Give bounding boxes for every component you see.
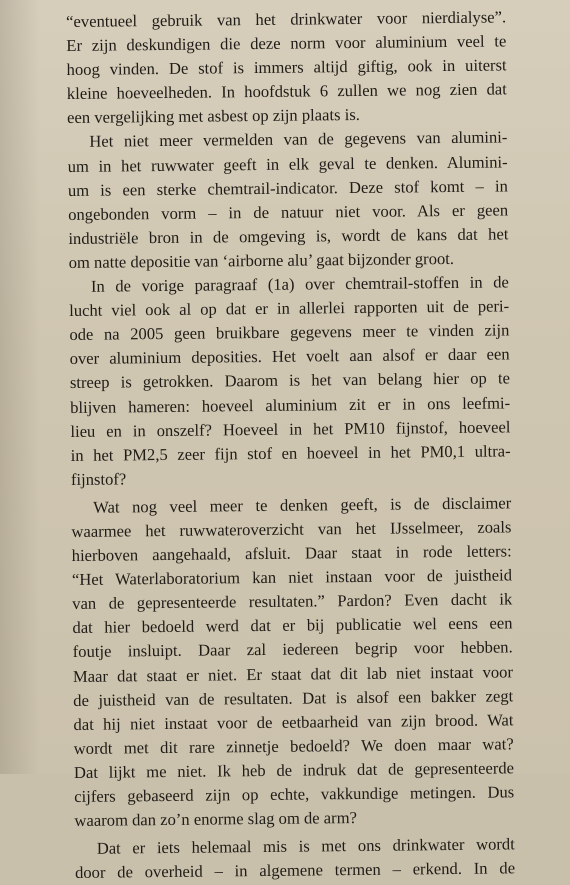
text-line: blijven hameren: hoeveel aluminium zit er in ons leefmi- [70, 392, 511, 417]
text-line: hierboven aangehaald, afsluit. Daar staat in rode letters: [71, 541, 512, 566]
text-line: Dat lijkt me niet. Ik heb de indruk dat de gepresenteerde [73, 758, 515, 782]
text-line: de juistheid van de resultaten. Dat is alsof een bakker zegt [73, 685, 514, 710]
text-line: Dat er iets helemaal mis is met ons drinkwater wordt [96, 834, 515, 858]
text-line: In de vorige paragraaf (1a) over chemtrail-stoffen in de [90, 272, 509, 296]
text-line: over aluminium deposities. Het voelt aan alsof er daar een [69, 344, 510, 369]
paragraph [71, 491, 515, 833]
text-line: streep is getrokken. Daarom is het van belang hier op te [69, 368, 510, 393]
paragraph [75, 833, 515, 885]
text-line: Er zijn deskundigen die deze norm voor aluminium veel te [66, 31, 507, 56]
page-gutter-shadow [0, 0, 40, 774]
text-line: dat hij niet instaat voor de eetbaarheid van zijn brood. Wat [73, 710, 514, 734]
paragraph [67, 126, 508, 275]
text-line: um is een sterke chemtrail-indicator. Deze stof komt – in [67, 176, 508, 200]
text-line: industriële bron in de omgeving is, wordt de kans dat het [68, 224, 509, 248]
text-line: foutje insluipt. Daar zal iedereen begrip voor hebben. [72, 637, 513, 662]
text-line: lieu en in onszelf? Hoeveel in het PM10 fijnstof, hoeveel [70, 416, 511, 441]
text-line: “eventueel gebruik van het drinkwater voor nierdialyse”. [66, 7, 507, 31]
text-line: van de gepresenteerde resultaten.” Pardon? Even dacht ik [72, 589, 513, 614]
text-line: in het PM2,5 zeer fijn stof en hoeveel in het PM0,1 ultra- [70, 441, 511, 465]
text-line: Het niet meer vermelden van de gegevens van alumini- [89, 127, 508, 152]
text-line: cijfers gebaseerd zijn op echte, vakkundige metingen. Dus [74, 782, 515, 806]
text-line: um in het ruwwater geeft in elk geval te denken. Alumini- [67, 151, 508, 176]
text-line: kleine hoeveelheden. In hoofdstuk 6 zullen we nog zien dat [66, 79, 507, 104]
paragraph [69, 270, 511, 491]
text-line: waarmee het ruwwateroverzicht van het IJsselmeer, zoals [71, 517, 512, 541]
text-line: om natte depositie van ‘airborne alu’ gaat bijzonder groot. [68, 248, 455, 272]
text-line: lucht viel ook al op dat er in allerlei rapporten uit de peri- [69, 296, 510, 321]
text-line: ongebonden vorm – in de natuur niet voor. Als er geen [68, 200, 509, 224]
text-line: “Het Waterlaboratorium kan niet instaan voor de juistheid [71, 565, 513, 590]
text-line: fijnstof? [70, 469, 127, 489]
text-line: door de overheid – in algemene termen – erkend. In de [74, 858, 516, 883]
text-line: Wat nog veel meer te denken geeft, is de disclaimer [93, 493, 512, 517]
text-line: een vergelijking met asbest op zijn plaats is. [67, 105, 360, 128]
text-line: wordt met dit rare zinnetje bedoeld? We doen maar wat? [73, 734, 514, 758]
body-text [66, 5, 515, 885]
text-line: ode na 2005 geen bruikbare gegevens meer te vinden zijn [69, 320, 510, 345]
text-line: waarom dan zo’n enorme slag om de arm? [74, 808, 358, 831]
paragraph [66, 5, 507, 130]
text-line: Maar dat staat er niet. Er staat dat dit lab niet instaat voor [72, 661, 514, 686]
text-line: dat hier bedoeld werd dat er bij publicatie wel eens een [72, 613, 513, 638]
text-line: hoog vinden. De stof is immers altijd giftig, ook in uiterst [66, 55, 507, 80]
